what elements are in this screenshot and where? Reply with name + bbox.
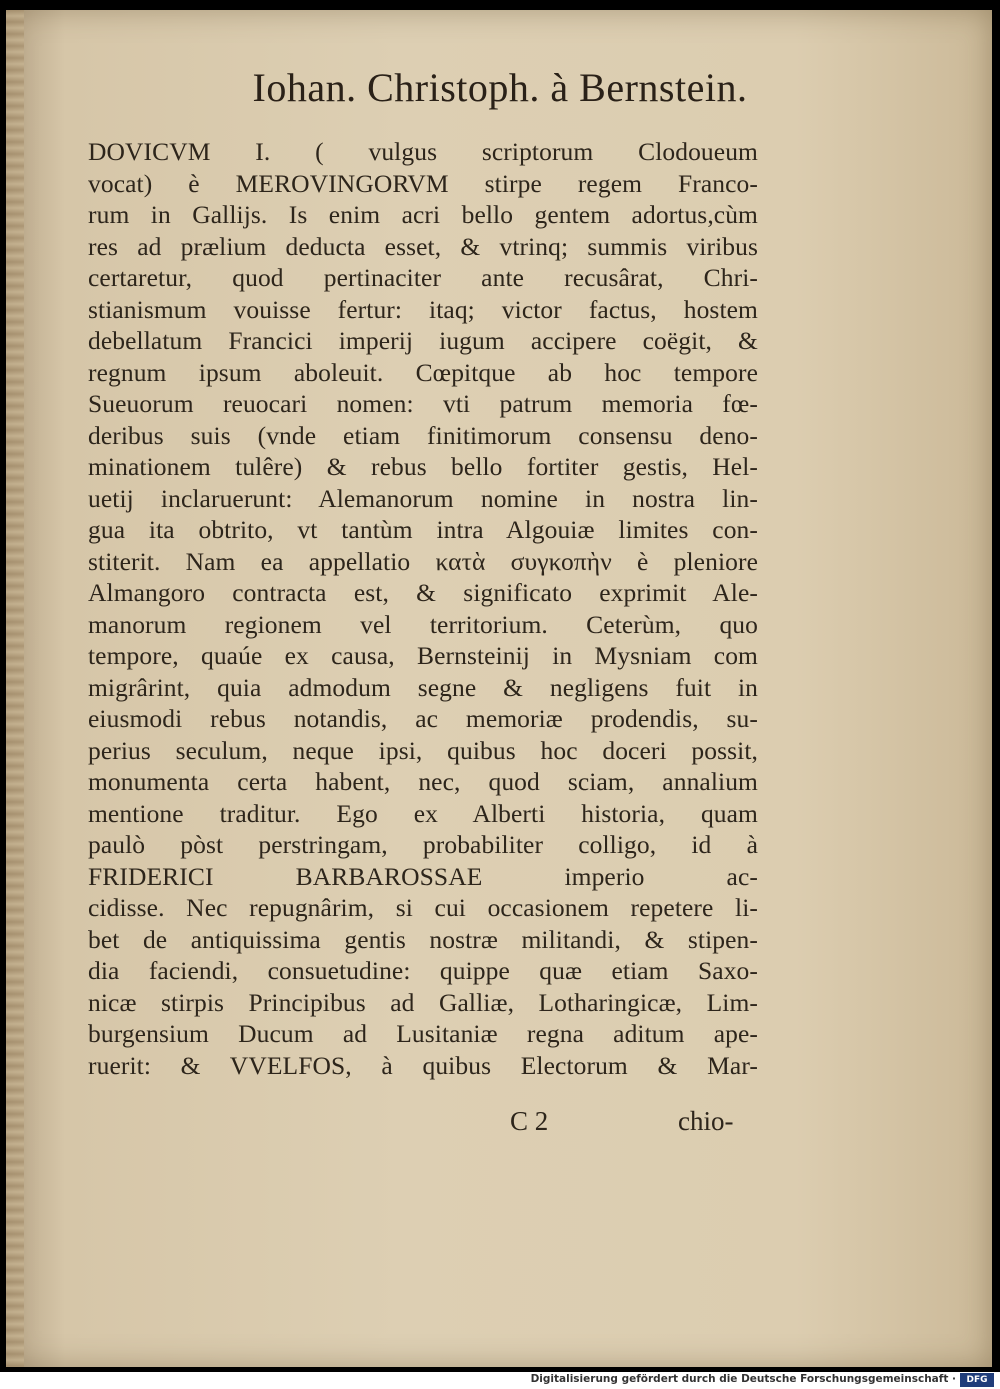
text-line: uetij inclaruerunt: Alemanorum nomine in nostra lin- [88,483,758,513]
text-line: migrârint, quia admodum segne & negligens fuit in [88,672,758,702]
footer-bar [0,1372,1000,1389]
text-line: paulò pòst perstringam, probabiliter colligo, id à [88,830,758,859]
text-line: deribus suis (vnde etiam finitimorum consensu deno- [88,420,758,450]
text-line: eiusmodi rebus notandis, ac memoriæ prodendis, su- [88,704,758,733]
text-line: dia faciendi, consuetudine: quippe quæ etiam Saxo- [88,956,758,985]
text-line: tempore, quaúe ex causa, Bernsteinij in Mysniam com [88,641,758,670]
text-line: bet de antiquissima gentis nostræ militandi, & stipen- [88,924,758,954]
text-line: mentione traditur. Ego ex Alberti historia, quam [88,798,758,828]
text-line: manorum regionem vel territorium. Ceterùm, quo [88,609,758,639]
text-line: certaretur, quod pertinaciter ante recusârat, Chri- [88,263,758,292]
text-line: regnum ipsum aboleuit. Cœpitque ab hoc tempore [88,357,758,387]
text-line: vocat) è MEROVINGORVM stirpe regem Franco- [88,168,758,198]
text-line: monumenta certa habent, nec, quod sciam, annalium [88,767,758,796]
text-line: res ad prælium deducta esset, & vtrinq; summis viribus [88,231,758,261]
signature-mark: C 2 [510,1106,549,1136]
running-head: Iohan. Christoph. à Bernstein. [252,65,748,110]
footer-credit: Digitalisierung gefördert durch die Deutsche Forschungsgemeinschaft · [530,1373,956,1385]
catchword: chio- [678,1106,734,1136]
text-line: perius seculum, neque ipsi, quibus hoc doceri possit, [88,735,758,765]
text-line: burgensium Ducum ad Lusitaniæ regna aditum ape- [88,1019,758,1048]
text-line: FRIDERICI BARBAROSSAE imperio ac- [88,861,758,891]
body-text [88,136,758,1081]
text-line: ruerit: & VVELFOS, à quibus Electorum & Mar- [88,1050,758,1080]
text-line: debellatum Francici imperij iugum accipere coëgit, & [88,326,758,355]
text-line: minationem tulêre) & rebus bello fortiter gestis, Hel- [88,452,758,481]
text-line: Sueuorum reuocari nomen: vti patrum memoria fœ- [88,389,758,418]
text-line: nicæ stirpis Principibus ad Galliæ, Lotharingicæ, Lim- [88,987,758,1017]
text-line: stianismum vouisse fertur: itaq; victor factus, hostem [88,294,758,324]
text-line: rum in Gallijs. Is enim acri bello gentem adortus,cùm [88,200,758,229]
dfg-logo: DFG [960,1373,994,1387]
text-line: DOVICVM I. ( vulgus scriptorum Clodoueum [88,137,758,166]
page-gutter [6,10,24,1367]
text-line: gua ita obtrito, vt tantùm intra Algouiæ limites con- [88,515,758,544]
text-line: stiterit. Nam ea appellatio κατὰ συγκοπὴν è pleniore [88,546,758,576]
text-line: cidisse. Nec repugnârim, si cui occasionem repetere li- [88,893,758,922]
text-line: Almangoro contracta est, & significato exprimit Ale- [88,578,758,607]
